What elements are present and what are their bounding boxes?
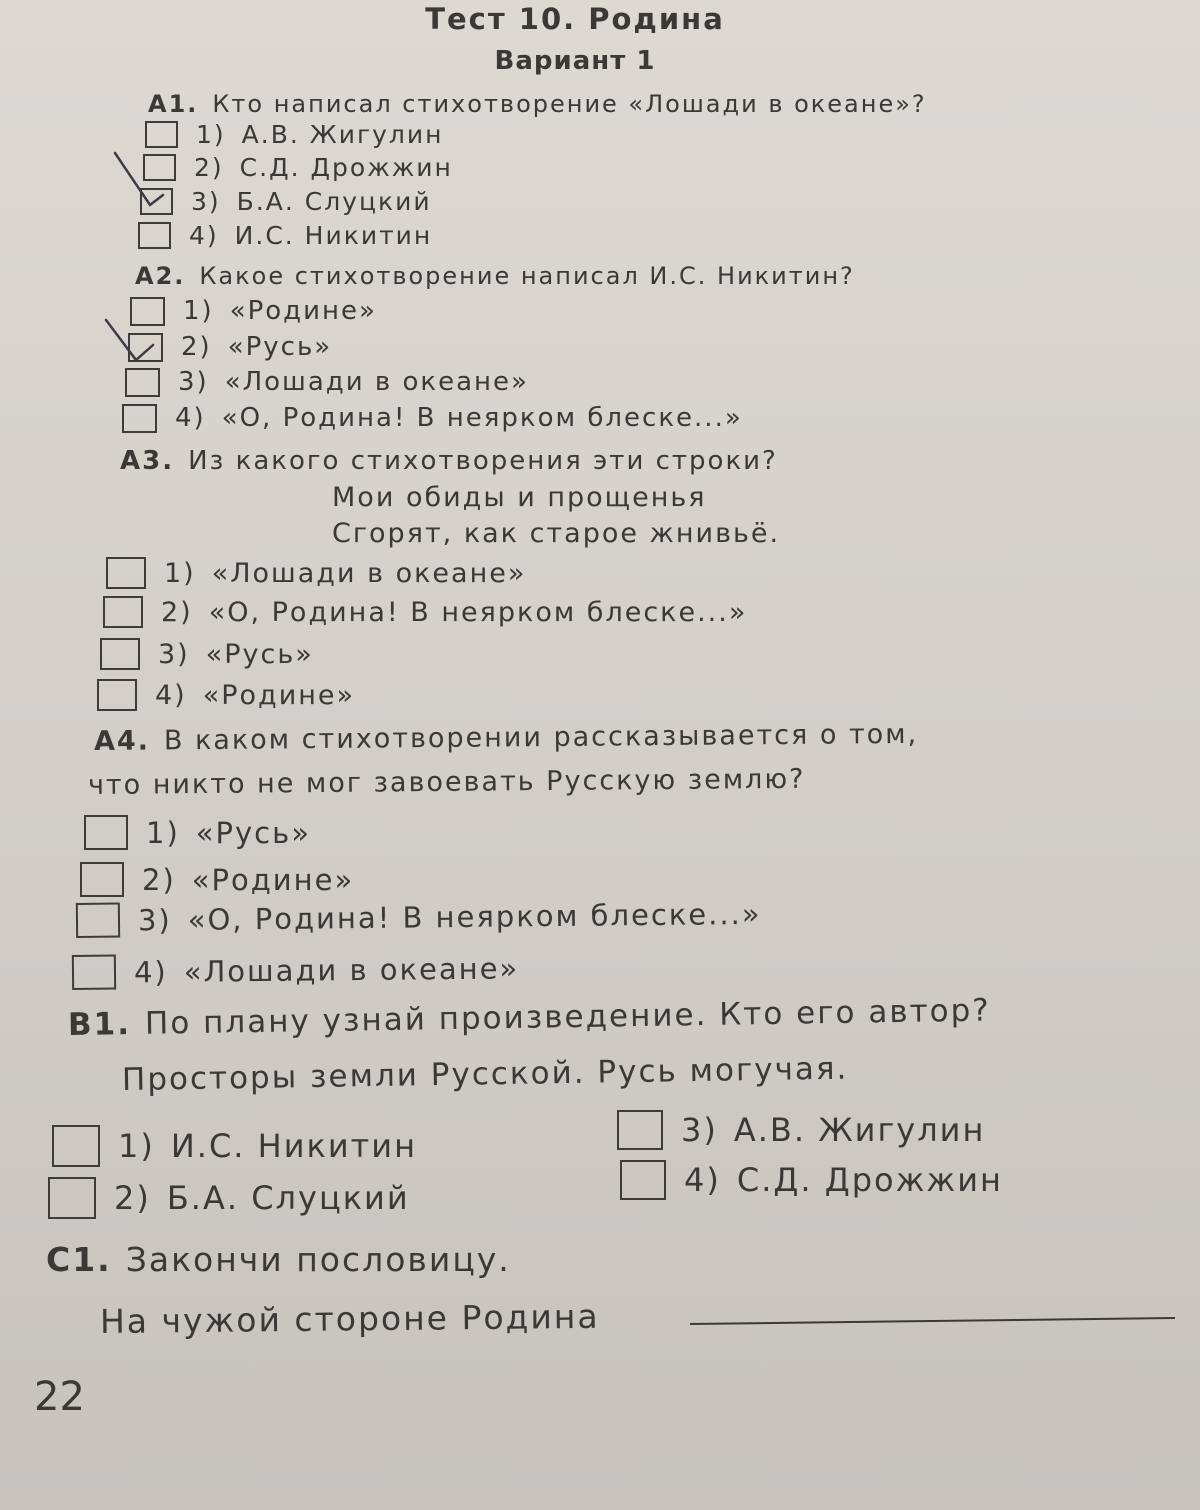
a2-check-mark-icon [98,315,178,385]
a2-option-3-text: «Лошади в океане» [224,367,529,397]
a3-option-1-text: «Лошади в океане» [211,557,527,589]
question-c1-label: С1. [46,1240,112,1279]
a4-option-2-num: 2) [142,862,176,897]
a1-option-2-num: 2) [194,153,224,182]
variant-title: Вариант 1 [494,46,656,76]
b1-option-3-checkbox[interactable] [617,1110,663,1150]
c1-proverb-start: На чужой стороне Родина [99,1296,600,1341]
a4-option-1-checkbox[interactable] [84,815,128,850]
a3-option-2-text: «О, Родина! В неярком блеске...» [208,596,748,628]
question-b1-text: По плану узнай произведение. Кто его автор? [144,992,992,1042]
question-a3-text: Из какого стихотворения эти строки? [188,446,778,476]
a4-option-2-text: «Родине» [191,862,355,897]
a1-option-4-checkbox[interactable] [138,222,171,249]
a3-option-1[interactable] [106,557,526,589]
a1-option-3-num: 3) [191,187,221,216]
question-a1 [148,90,927,118]
a2-option-4-checkbox[interactable] [122,404,157,433]
a3-option-4[interactable] [97,679,355,711]
question-a4 [94,719,918,757]
b1-option-4[interactable] [620,1160,1003,1200]
a1-option-1[interactable] [145,120,443,149]
a1-option-4[interactable] [138,221,432,250]
a1-option-1-text: А.В. Жигулин [241,120,444,149]
page-number: 22 [34,1374,85,1420]
a4-option-4-num: 4) [133,954,168,989]
test-title: Тест 10. Родина [425,2,725,36]
b1-option-2-checkbox[interactable] [48,1177,96,1219]
question-b1 [68,993,991,1043]
a3-option-1-checkbox[interactable] [106,557,146,589]
question-a2 [135,262,855,290]
a3-option-4-text: «Родине» [202,679,356,711]
a1-option-2-text: С.Д. Дрожжин [239,153,453,182]
a2-option-2-num: 2) [181,332,212,362]
a4-option-1-num: 1) [146,815,180,850]
question-a2-label: А2. [135,262,186,290]
a2-option-1-num: 1) [183,296,214,326]
a4-option-4-checkbox[interactable] [72,955,116,990]
question-a1-text: Кто написал стихотворение «Лошади в океане»? [212,90,927,118]
a4-option-3-checkbox[interactable] [76,903,120,938]
b1-plan-text: Просторы земли Русской. Русь могучая. [121,1050,849,1098]
b1-option-1-text: И.С. Никитин [170,1127,417,1165]
question-c1 [46,1240,511,1279]
a3-option-4-num: 4) [155,679,187,711]
b1-option-2-num: 2) [114,1179,151,1217]
b1-option-4-num: 4) [684,1161,721,1199]
b1-option-4-checkbox[interactable] [620,1160,666,1200]
b1-option-3-num: 3) [681,1111,718,1149]
a4-option-3-num: 3) [137,902,172,937]
c1-answer-line[interactable] [690,1317,1175,1325]
a2-option-3-num: 3) [178,367,209,397]
b1-option-1-checkbox[interactable] [52,1125,100,1167]
a1-option-4-num: 4) [189,221,219,250]
a4-option-2-checkbox[interactable] [80,862,124,897]
question-a4-label: А4. [93,725,151,757]
question-a4-text-line-1: В каком стихотворении рассказывается о том, [163,718,919,757]
a4-option-4[interactable] [72,950,520,990]
a1-option-1-num: 1) [196,120,226,149]
a3-option-4-checkbox[interactable] [97,679,137,711]
a1-option-3-text: Б.А. Слуцкий [236,187,432,216]
b1-option-1-num: 1) [118,1127,155,1165]
a2-option-4-text: «О, Родина! В неярком блеске...» [221,403,743,433]
a1-option-4-text: И.С. Никитин [234,221,433,250]
a3-quote-line-2: Сгорят, как старое жнивьё. [332,518,781,549]
a3-option-2-num: 2) [161,596,193,628]
b1-option-4-text: С.Д. Дрожжин [736,1161,1003,1199]
a3-option-2-checkbox[interactable] [103,596,143,628]
question-a3 [120,446,778,476]
a3-option-3-checkbox[interactable] [100,638,140,670]
b1-option-3-text: А.В. Жигулин [733,1111,986,1149]
a2-option-1-text: «Родине» [229,296,377,326]
b1-option-2[interactable] [48,1177,410,1219]
b1-option-1[interactable] [52,1125,417,1167]
a4-option-1[interactable] [84,815,311,850]
a4-option-3[interactable] [76,896,762,938]
a3-option-3-text: «Русь» [205,638,314,670]
a1-option-2[interactable] [143,153,453,182]
a4-option-1-text: «Русь» [195,815,311,850]
question-a2-text: Какое стихотворение написал И.С. Никитин? [199,262,855,290]
question-c1-text: Закончи пословицу. [125,1240,511,1279]
b1-option-2-text: Б.А. Слуцкий [166,1179,410,1217]
a2-option-4-num: 4) [175,403,206,433]
a3-option-1-num: 1) [164,557,196,589]
question-b1-label: В1. [67,1006,132,1043]
a1-check-mark-icon [105,145,185,225]
a2-option-3[interactable] [125,367,529,397]
a2-option-4[interactable] [122,403,743,433]
a2-option-2-text: «Русь» [227,332,333,362]
a4-option-3-text: «О, Родина! В неярком блеске...» [187,896,762,937]
a3-option-3[interactable] [100,638,314,670]
a3-quote-line-1: Мои обиды и прощенья [332,482,707,513]
a4-option-2[interactable] [80,862,354,897]
b1-option-3[interactable] [617,1110,985,1150]
a1-option-1-checkbox[interactable] [145,121,178,148]
question-a3-label: А3. [120,446,175,476]
question-a4-text-line-2: что никто не мог завоевать Русскую землю? [87,763,806,801]
a3-option-3-num: 3) [158,638,190,670]
question-a1-label: А1. [148,90,199,118]
a4-option-4-text: «Лошади в океане» [183,950,520,989]
a3-option-2[interactable] [103,596,747,628]
